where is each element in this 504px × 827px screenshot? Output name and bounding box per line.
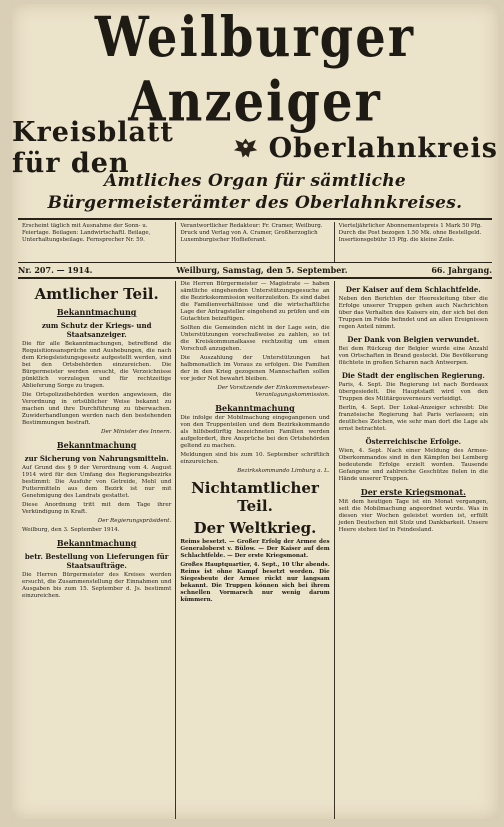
masthead-title: Weilburger Anzeiger — [94, 5, 416, 135]
volume: 66. Jahrgang. — [431, 265, 492, 275]
paragraph: Paris, 4. Sept. Die Regierung ist nach Bordeaux übergesiedelt. Die Hauptstadt wird von den Truppen des Militärgouverneurs verteidigt. — [338, 382, 488, 402]
paragraph: Auf Grund des § 9 der Verordnung vom 4. August 1914 wird für den Umfang des Regierungsbezirks bestimmt: Die Ausfuhr von Getreide, Mehl und Futtermitteln aus dem Bezirk ist nur mit Genehmigung des Landrats gestattet. — [22, 465, 172, 499]
notice-subheading: betr. Bestellung von Lieferungen für Staatsaufträge. — [24, 552, 169, 570]
header-rule — [18, 218, 492, 220]
masthead-sub-right: Oberlahnkreis — [268, 132, 498, 164]
section-heading-official: Amtlicher Teil. — [34, 285, 159, 303]
place-date: Weilburg, Samstag, den 5. September. — [176, 265, 348, 275]
newspaper-page — [12, 4, 498, 819]
paragraph: Berlin, 4. Sept. Der Lokal-Anzeiger schreibt: Die französische Regierung hat Paris verlassen; ein deutliches Zeichen, wie sehr man dort die Lage als ernst betrachtet. — [338, 405, 488, 432]
issue-number: Nr. 207. — 1914. — [18, 265, 93, 275]
signature: Bezirkskommando Limburg a. L. — [237, 468, 330, 474]
notice-heading: Bekanntmachung — [56, 307, 137, 317]
paragraph: Neben den Berichten der Heeresleitung über die Erfolge unserer Truppen gehen auch Nachrichten über das Verhalten des Kaisers ein, der sich bei den Truppen im Felde befindet und an allen Ereignissen regen Anteil nimmt. — [338, 296, 488, 330]
paragraph: Mit dem heutigen Tage ist ein Monat vergangen, seit die Mobilmachung angeordnet wurde. Was in diesen vier Wochen geleistet worden ist, erfüllt jeden Deutschen mit Stolz und Dankbarkeit. Unsere Heere stehen tief in Feindesland. — [338, 499, 488, 533]
paragraph: Bei dem Rückzug der Belgier wurde eine Anzahl von Ortschaften in Brand gesteckt. Die Bevölkerung flüchtete in großen Scharen nach Antwerpen. — [338, 346, 488, 366]
notice-subheading: zum Schutz der Kriegs- und Staatsanzeiger. — [41, 321, 152, 339]
article-heading: Der Dank von Belgien verwundet. — [347, 335, 480, 344]
masthead-sub-left: Kreisblatt für den — [12, 117, 174, 179]
paragraph: Die für alle Bekanntmachungen, betreffend die Requisitionsansprüche und Aushebungen, die nach dem Kriegsleistungsgesetz aufgestellt werden, sind bei den Ortsbehörden einzureichen. Die Bürgermeister werden ersucht, die Verzeichnisse pünktlich vorzulegen und für rechtzeitige Ablieferung Sorge zu tragen. — [22, 341, 172, 389]
official-organ-line: Amtliches Organ für sämtliche Bürgermeisterämter des Oberlahnkreises. — [47, 171, 463, 213]
place-date-line: Weilburg, den 3. September 1914. — [22, 527, 120, 533]
article-heading: Der erste Kriegsmonat. — [360, 487, 466, 497]
signature: Der Vorsitzende der Einkommensteuer-Veranlagungskommission. — [217, 385, 330, 398]
info-left: Erscheint täglich mit Ausnahme der Sonn- u. Feiertage. Beilagen: Landwirtschaftl. Beilage, Unterhaltungsbeilage. Fernsprecher Nr. 59. — [18, 222, 176, 262]
paragraph: Die Auszahlung der Unterstützungen hat halbmonatlich im Voraus zu erfolgen. Die Familien der in den Krieg gezogenen Mannschaften sollen vor jeder Not bewahrt bleiben. — [180, 355, 330, 382]
signature: Der Regierungspräsident. — [97, 518, 172, 524]
column-1 — [18, 281, 176, 819]
paragraph: Die Ortspolizeibehörden werden angewiesen, die Verordnung in ortsüblicher Weise bekannt zu machen und ihre Durchführung zu überwachen. Zuwiderhandlungen werden nach den bestehenden Bestimmungen bestraft. — [22, 392, 172, 426]
signature: Der Minister des Innern. — [100, 429, 172, 435]
notice-heading: Bekanntmachung — [215, 403, 295, 413]
eagle-crest-icon — [231, 131, 260, 165]
paragraph: Meldungen sind bis zum 10. September schriftlich einzureichen. — [180, 452, 330, 465]
war-heading: Der Weltkrieg. — [193, 519, 317, 537]
info-right: Vierteljährlicher Abonnementspreis 1 Mark 50 Pfg. Durch die Post bezogen 1.50 Mk. ohne Bestellgeld. Insertionsgebühr 15 Pfg. die kleine Zeile. — [338, 223, 482, 243]
section-heading-nonofficial: Nichtamtlicher Teil. — [191, 479, 319, 515]
notice-heading: Bekanntmachung — [56, 440, 137, 450]
paragraph: Die Herren Bürgermeister — Magistrate — haben sämtliche eingehenden Unterstützungsgesuche an die Bezirkskommission weiterzuleiten. Es sind dabei die Familienverhältnisse und die wirtschaftliche Lage der Antragsteller eingehend zu prüfen und ein Gutachten beizufügen. — [180, 281, 330, 322]
info-middle: Verantwortlicher Redakteur: Fr. Cramer, Weilburg. Druck und Verlag von A. Cramer, Großherzoglich Luxemburgischer Hoflieferant. — [176, 222, 334, 262]
info-strip — [18, 222, 492, 262]
war-lead: Reims besetzt. — Großer Erfolg der Armee des Generaloberst v. Bülow. — Der Kaiser auf dem Schlachtfelde. — Der erste Kriegsmonat. — [180, 539, 330, 559]
column-2 — [176, 281, 334, 819]
article-heading: Die Stadt der englischen Regierung. — [341, 371, 485, 380]
notice-subheading: zur Sicherung von Nahrungsmitteln. — [24, 454, 169, 463]
paragraph: Die infolge der Mobilmachung eingegangenen und von den Truppenteilen und dem Bezirkskommando als hilfsbedürftig bezeichneten Familien werden aufgefordert, ihre Ansprüche bei den Ortsbehörden geltend zu machen. — [180, 415, 330, 449]
paragraph: Wien, 4. Sept. Nach einer Meldung des Armee-Oberkommandos sind in den Kämpfen bei Lemberg bedeutende Erfolge erzielt worden. Tausende Gefangene und zahlreiche Geschütze fielen in die Hände unserer Truppen. — [338, 448, 488, 482]
paragraph: Sollten die Gemeinden nicht in der Lage sein, die Unterstützungen vorschußweise zu zahlen, so ist die Kreiskommunalkasse rechtzeitig um einen Vorschuß anzugehen. — [180, 325, 330, 352]
paragraph: Diese Anordnung tritt mit dem Tage ihrer Verkündigung in Kraft. — [22, 502, 172, 515]
paragraph: Die Herren Bürgermeister des Kreises werden ersucht, die Zusammenstellung der Einnahmen und Ausgaben bis zum 15. September d. Js. bestimmt einzureichen. — [22, 572, 172, 599]
dateline — [18, 262, 492, 279]
notice-heading: Bekanntmachung — [56, 538, 137, 548]
article-heading: Österreichische Erfolge. — [365, 437, 462, 446]
masthead-subtitle — [12, 117, 498, 179]
article-heading: Der Kaiser auf dem Schlachtfelde. — [345, 285, 481, 294]
war-report: Großes Hauptquartier, 4. Sept., 10 Uhr abends. Reims ist ohne Kampf besetzt worden. Die Siegesbeute der Armee rückt nur langsam bekannt. Die Truppen können sich bei ihrem schnellen Vormarsch nur wenig darum kümmern. — [180, 562, 330, 603]
columns — [18, 281, 492, 819]
column-3 — [335, 281, 492, 819]
